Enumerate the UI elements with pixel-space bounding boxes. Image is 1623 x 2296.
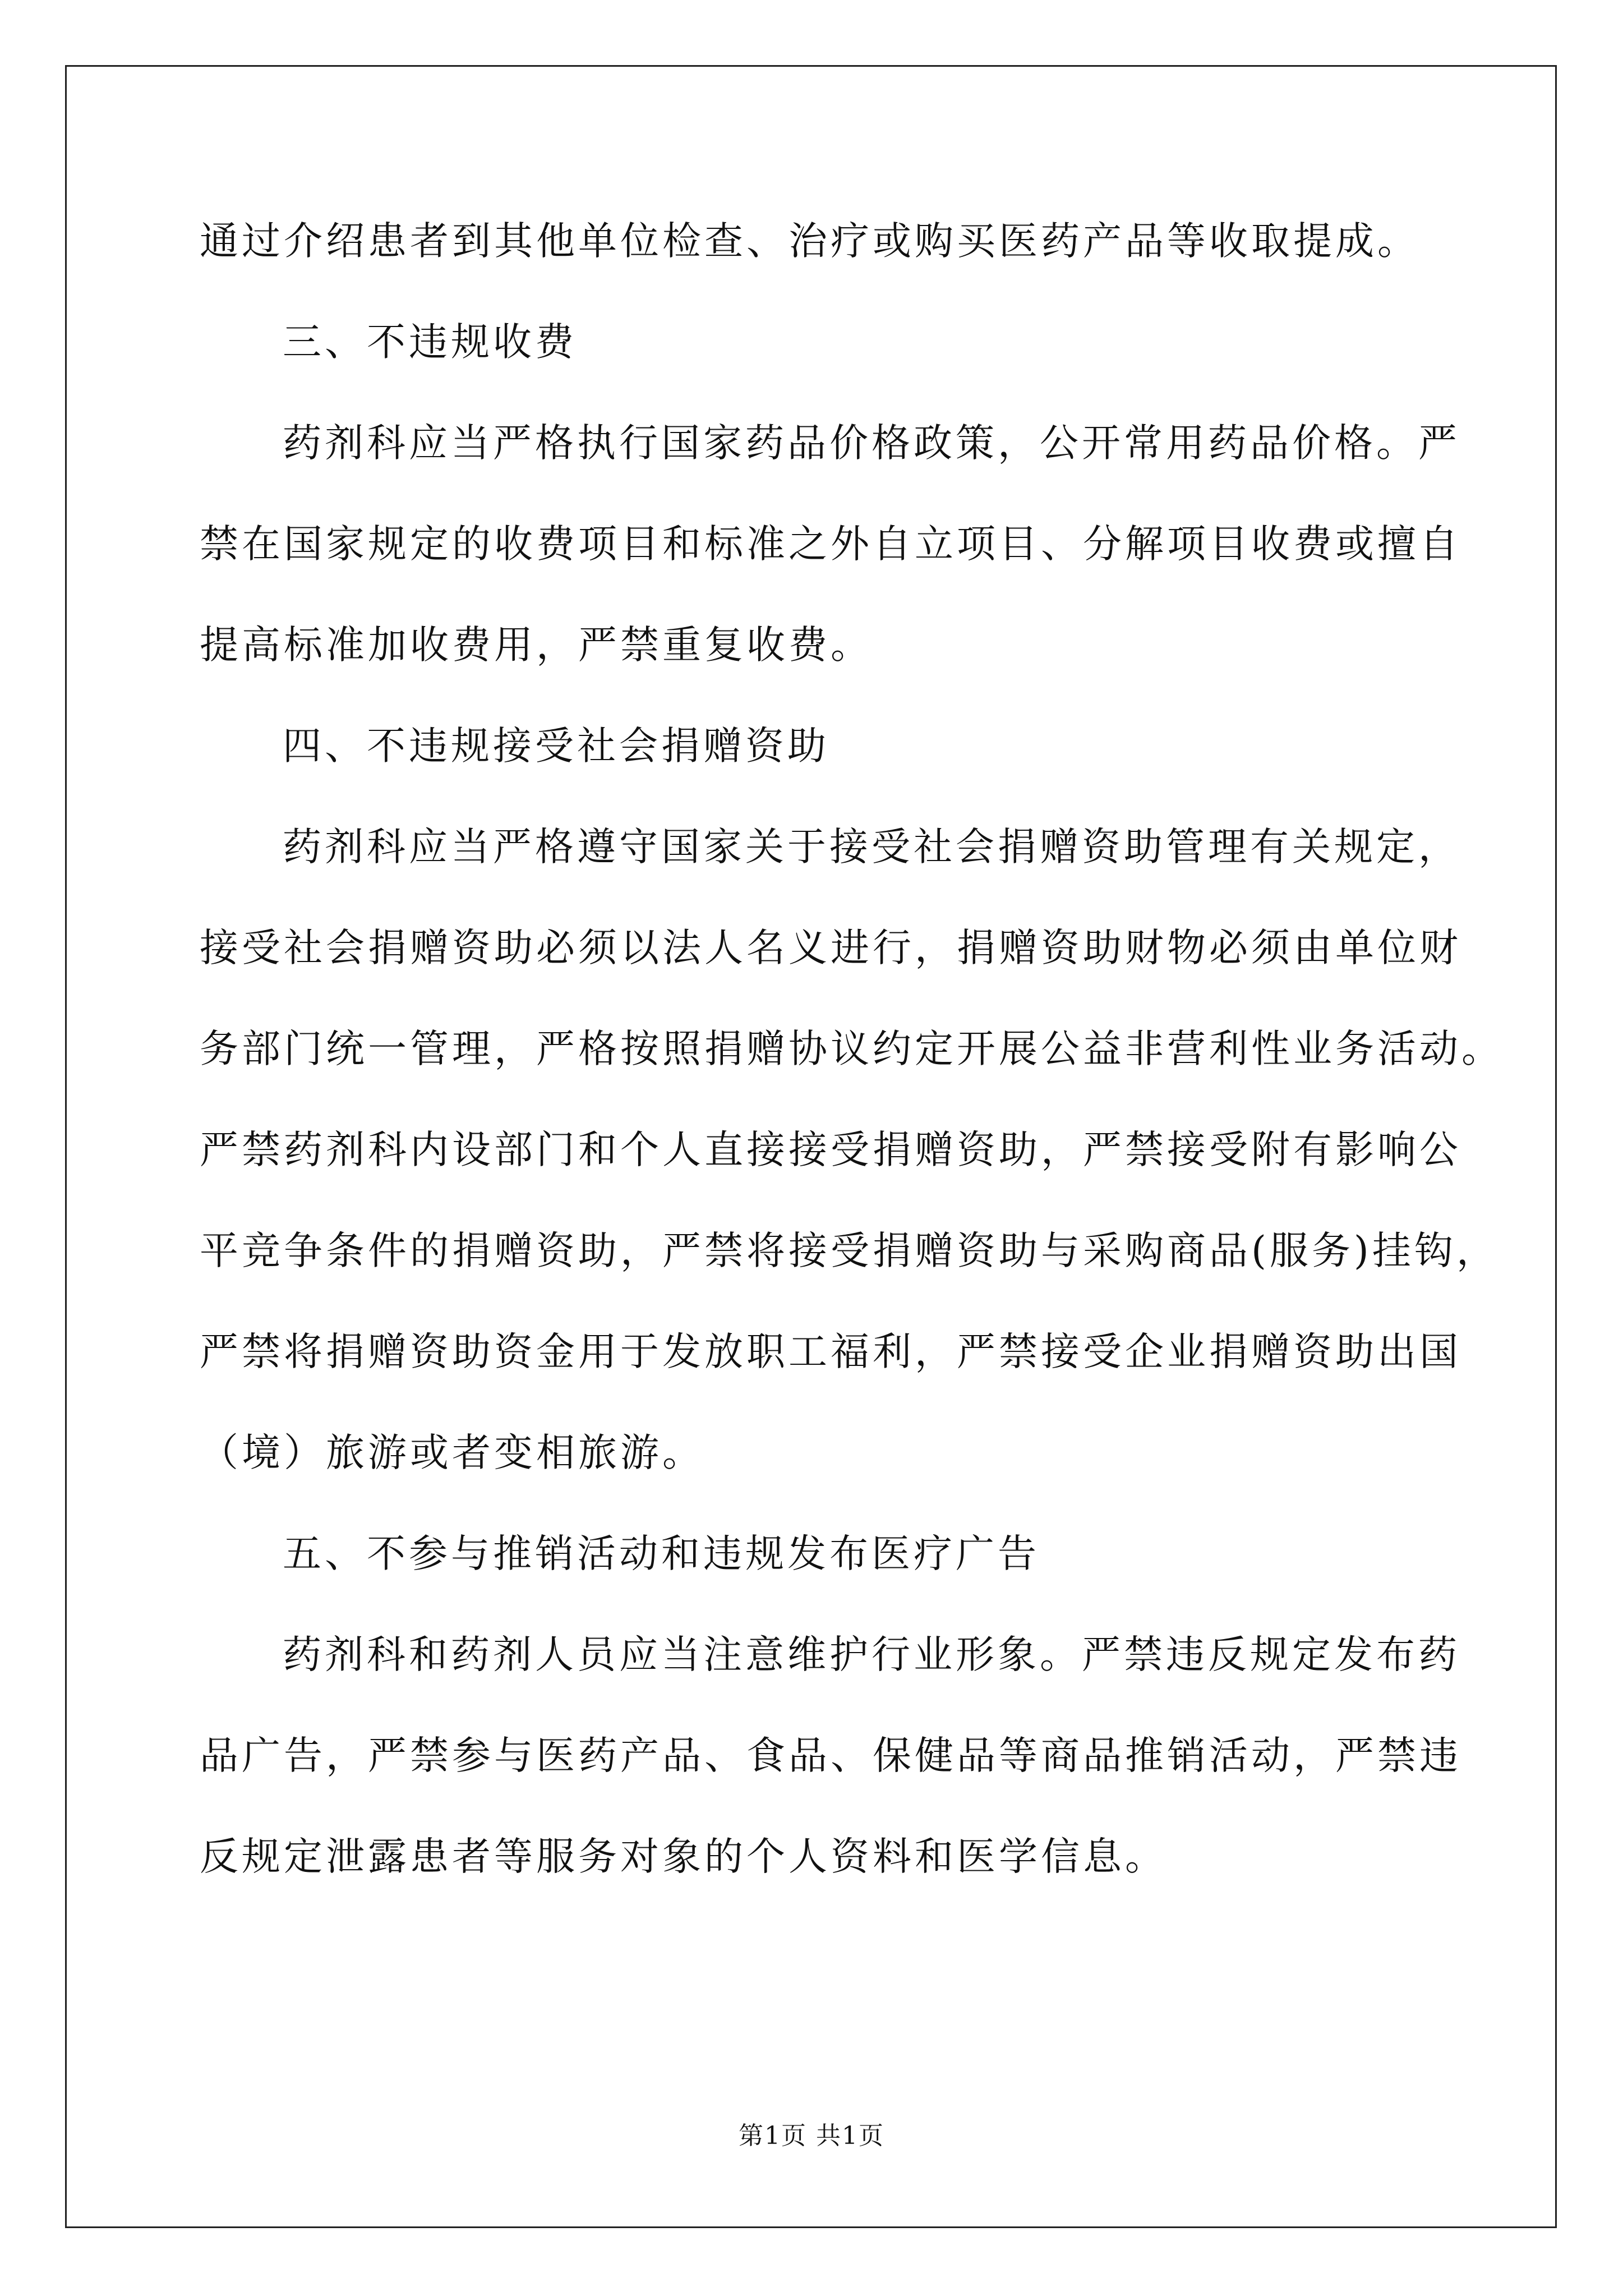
paragraph-line: 平竞争条件的捐赠资助，严禁将接受捐赠资助与采购商品(服务)挂钩，	[200, 1228, 1498, 1273]
paragraph-line: 严禁将捐赠资助资金用于发放职工福利，严禁接受企业捐赠资助出国	[200, 1329, 1461, 1374]
paragraph-line: 反规定泄露患者等服务对象的个人资料和医学信息。	[200, 1834, 1167, 1879]
page-footer: 第1页 共1页	[739, 2122, 884, 2150]
section-heading-4: 四、不违规接受社会捐赠资助	[283, 724, 829, 769]
paragraph-line: 药剂科应当严格遵守国家关于接受社会捐赠资助管理有关规定，	[283, 825, 1460, 869]
paragraph-line: 提高标准加收费用，严禁重复收费。	[200, 623, 873, 668]
paragraph-line: 接受社会捐赠资助必须以法人名义进行，捐赠资助财物必须由单位财	[200, 926, 1461, 970]
paragraph-line: 通过介绍患者到其他单位检查、治疗或购买医药产品等收取提成。	[200, 219, 1419, 264]
section-heading-3: 三、不违规收费	[283, 320, 577, 365]
paragraph-line: （境）旅游或者变相旅游。	[200, 1430, 704, 1475]
paragraph-line: 药剂科和药剂人员应当注意维护行业形象。严禁违反规定发布药	[283, 1632, 1460, 1677]
section-heading-5: 五、不参与推销活动和违规发布医疗广告	[283, 1531, 1040, 1576]
paragraph-line: 禁在国家规定的收费项目和标准之外自立项目、分解项目收费或擅自	[200, 522, 1461, 567]
paragraph-line: 严禁药剂科内设部门和个人直接接受捐赠资助，严禁接受附有影响公	[200, 1128, 1461, 1172]
paragraph-line: 务部门统一管理，严格按照捐赠协议约定开展公益非营利性业务活动。	[200, 1027, 1504, 1071]
paragraph-line: 品广告，严禁参与医药产品、食品、保健品等商品推销活动，严禁违	[200, 1733, 1461, 1778]
paragraph-line: 药剂科应当严格执行国家药品价格政策，公开常用药品价格。严	[283, 421, 1460, 466]
